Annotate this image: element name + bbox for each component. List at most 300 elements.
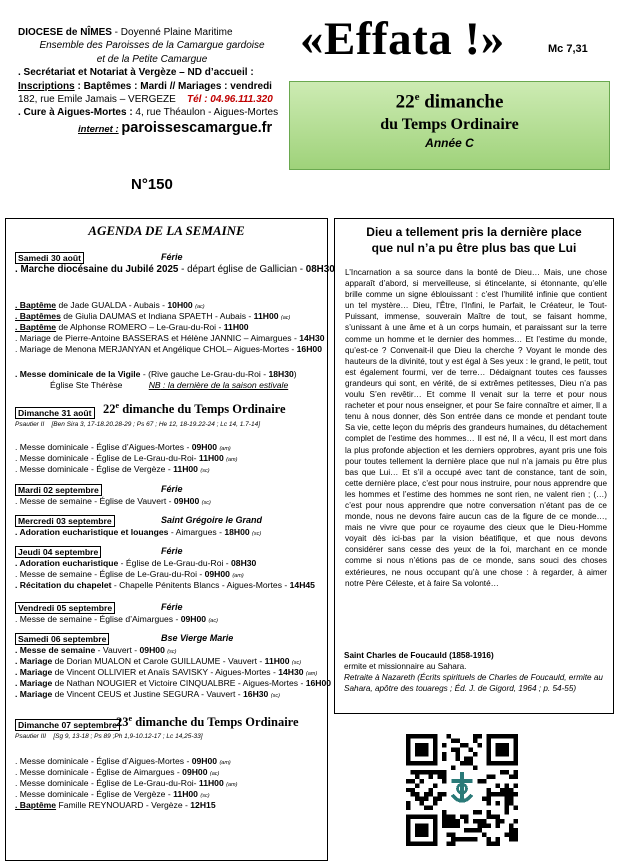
qr-module [419, 801, 423, 805]
entry-detail: . Messe dominicale - Église de Vergèze - [15, 789, 174, 799]
qr-module [496, 792, 500, 796]
qr-module [437, 774, 441, 778]
meditation-box [334, 218, 614, 714]
qr-module [514, 783, 518, 787]
qr-module [478, 743, 482, 747]
qr-module [415, 797, 419, 801]
entry-detail: . Messe de semaine - Église de Vauvert - [15, 496, 174, 506]
qr-module [460, 815, 464, 819]
sector-tag: (sc) [200, 793, 210, 799]
qr-module [505, 792, 509, 796]
feast-name: dimanche du Temps Ordinaire [119, 402, 286, 417]
qr-module [455, 837, 459, 841]
qr-module [410, 770, 414, 774]
day-date: Vendredi 05 septembre [15, 602, 115, 614]
qr-module [491, 792, 495, 796]
qr-module [410, 779, 414, 783]
qr-module [446, 819, 450, 823]
entry-detail: - Aimargues - [168, 527, 225, 537]
sector-tag: (sc) [200, 468, 210, 474]
qr-module [487, 797, 491, 801]
qr-module [478, 828, 482, 832]
entry-title: . Messe de semaine [15, 645, 96, 655]
parishes-line-2: et de la Petite Camargue [96, 53, 208, 65]
meditation-text: L’Incarnation a sa source dans la bonté de Dieu… Mais, une chose apparaît d’abord, si merveilleuse, si étincelante, si étonnante, qu’elle brille comme un signe éblouissant : c’est l’humilité infinie que contient un tel mystère… Dieu, l’Être, l’Infini, le Parfait, le Créateur, le Tout-Puissant, immense, souverain Maître de tout, se faisant homme, s’unissant à une âme et à un corps humain, et paraissant sur la terre comme un homme et le dernier des hommes… Et l’estime du monde, qu’est-ce ? Convenait-il que Dieu la cherche ? Voyant le monde des hauteurs de la divinité, tout y est égal à Ses yeux : le grand, le petit, tout est également fourmi, ver de terre… Dédaignant toutes ces fausses grandeurs qui sont, en vérité, de si extrêmes petitesses, Dieu n’a pas voulu S’en revêtir… Et comme Il venait sur la terre et pour nous racheter et pour nous enseigner, et pour Se faire connaître et aimer, Il a tenu à nous donner, dès Son entrée dans ce monde et pendant toute Sa vie, cette leçon du mépris des grandeurs humaines, du détachement complet de l’estime des hommes… Il est né, Il a vécu, Il est mort dans la plus profonde abjection et les derniers opprobres, ayant pris une fois pour toutes tellement la dernière place que nul n’a jamais pu être plus bas que Lui… Et s’il a occupé avec tant de constance, tant de soin, cette dernière place, c’est pour nous instruire, pour nous apprendre que les hommes et l’estime des hommes ne sont rien, ne valent rien ; (…) c’est pour nous apprendre que notre conversation n’étant pas de ce monde, nous ne devons faire aucun cas de la figure de ce monde…, mais ne vivre que pour ce royaume des cieux que le Dieu-Homme voyait dès ici-bas par la vision béatifique, et que nous devons considérer sans cesse des yeux de la foi, marchant en ce monde comme si nous n’étions pas de ce monde, sans souci des choses extérieures, ne nous occupant qu’à une chose : à regarder, à aimer notre Père Céleste, et à faire Sa volonté… [345, 268, 607, 588]
entry-detail: de Vincent CEUS et Justine SEGURA - Vauvert - [52, 689, 244, 699]
entry-time: 14H30 [299, 333, 325, 343]
qr-module [406, 801, 410, 805]
qr-module [478, 779, 482, 783]
qr-module [473, 810, 477, 814]
qr-module [464, 756, 468, 760]
qr-module [505, 833, 509, 837]
cure-label: . Cure à Aigues-Mortes : [18, 107, 133, 119]
qr-module [491, 815, 495, 819]
qr-module [496, 842, 500, 846]
sector-tag: (am) [305, 671, 318, 677]
entry-title: . Adoration eucharistique et louanges [15, 527, 169, 537]
psalter: Psautier II [15, 421, 45, 428]
qr-module [442, 770, 446, 774]
qr-module [442, 774, 446, 778]
entry-time: 11H00 [173, 464, 198, 474]
entry-detail: . Messe dominicale - Église de Le-Grau-du-Roi- [15, 453, 199, 463]
qr-module [500, 770, 504, 774]
sunday-season: du Temps Ordinaire [380, 116, 519, 134]
qr-module [446, 842, 450, 846]
entry-detail: . Mariage de Menona MERJANYAN et Angélique CHOL– Aigues-Mortes - [15, 344, 297, 354]
entry-title: . Baptême [15, 322, 57, 332]
entry-time: 08H30 [305, 264, 335, 275]
agenda-entry [15, 344, 322, 355]
qr-module [487, 837, 491, 841]
entry-time: 08H30 [231, 558, 257, 568]
entry-detail: de Alphonse ROMERO – Le-Grau-du-Roi - [56, 322, 224, 332]
qr-module [428, 774, 432, 778]
entry-title: . Baptêmes [15, 311, 61, 321]
sector-tag: (ac) [209, 771, 220, 777]
entry-title: . Mariage [15, 667, 53, 677]
meditation-title-line-2: que nul n’a pu être plus bas que Lui [371, 241, 577, 255]
qr-module [451, 833, 455, 837]
qr-module [464, 743, 468, 747]
qr-module [451, 747, 455, 751]
qr-module [442, 779, 446, 783]
entry-detail: - (Rive gauche Le-Grau-du-Roi - [140, 369, 269, 379]
website-link[interactable]: paroissescamargue.fr [121, 119, 273, 136]
sector-tag: (sc) [291, 660, 302, 666]
day-feast [116, 714, 299, 730]
qr-module [446, 734, 450, 738]
qr-code-icon[interactable] [406, 734, 518, 846]
qr-module [433, 801, 437, 805]
sector-tag: (am) [219, 446, 231, 452]
agenda-entry [15, 496, 211, 509]
qr-module [464, 837, 468, 841]
qr-module [451, 765, 455, 769]
inscriptions-label: Inscriptions [18, 80, 75, 92]
sector-tag: (ac) [208, 618, 218, 624]
diocese: DIOCESE de NÎMES [18, 27, 112, 38]
readings-refs: [Sg 9, 13-18 ; Ps 89 ;Ph 1,9-10.12-17 ; Lc 14,25-33] [53, 733, 203, 740]
entry-time: 18H30 [268, 369, 294, 379]
qr-module [464, 819, 468, 823]
deanery: - Doyenné Plaine Maritime [111, 27, 233, 38]
sunday-sup: e [414, 91, 420, 103]
entry-time: 18H00 [224, 527, 250, 537]
qr-module [473, 837, 477, 841]
entry-time: 09H00 [191, 756, 218, 766]
finder-bottom-left [406, 815, 437, 846]
qr-module [415, 770, 419, 774]
qr-module [514, 819, 518, 823]
qr-module [437, 770, 441, 774]
qr-module [464, 761, 468, 765]
parishes-line-1: Ensemble des Paroisses de la Camargue gardoise [39, 40, 265, 52]
entry-detail: - départ église de Gallician - [178, 264, 306, 275]
entry-detail: . Messe dominicale - Église de Aimargues - [15, 767, 183, 777]
qr-module [514, 770, 518, 774]
agenda-entry [15, 800, 216, 811]
entry-time: 09H00 [204, 569, 230, 579]
agenda-entry [15, 464, 210, 477]
qr-module [473, 765, 477, 769]
readings [15, 733, 203, 740]
qr-module [460, 837, 464, 841]
entry-detail: Famille REYNOUARD - Vergèze - [56, 800, 191, 810]
author-description: ermite et missionnaire au Sahara. [344, 662, 467, 671]
qr-module [509, 801, 513, 805]
day-feast: Férie [161, 602, 183, 612]
qr-module [428, 806, 432, 810]
entry-title: . Mariage [15, 678, 53, 688]
day-date: Samedi 06 septembre [15, 633, 109, 645]
finder-top-left [406, 734, 437, 765]
qr-module [487, 810, 491, 814]
entry-detail: de Jade GUALDA - Aubais - [56, 300, 168, 310]
qr-module [424, 806, 428, 810]
entry-time: 16H00 [305, 678, 332, 688]
entry-time: 14H30 [278, 667, 304, 677]
qr-module [424, 797, 428, 801]
sector-tag: (sc) [201, 500, 211, 506]
qr-module [415, 774, 419, 778]
qr-module [514, 806, 518, 810]
entry-place: Église Ste Thérèse [50, 380, 123, 390]
qr-module [482, 779, 486, 783]
qr-module [469, 761, 473, 765]
qr-module [410, 792, 414, 796]
qr-module [496, 819, 500, 823]
entry-detail: de Dorian MUALON et Carole GUILLAUME - Vauvert - [52, 656, 265, 666]
note-text: : la dernière de la saison estivale [160, 380, 289, 390]
entry-time: 11H00 [264, 656, 290, 666]
day-feast [103, 401, 286, 417]
entry-title: . Mariage [15, 689, 53, 699]
qr-module [509, 797, 513, 801]
newsletter-title: «Effata !» [300, 13, 505, 65]
telephone: Tél : 04.96.111.320 [186, 94, 273, 106]
qr-module [478, 810, 482, 814]
sunday-banner [289, 81, 610, 170]
agenda-entry: . Messe dominicale de la Vigile - (Rive gauche Le-Grau-du-Roi - 18H30) [15, 369, 297, 379]
qr-module [433, 770, 437, 774]
qr-module [487, 788, 491, 792]
qr-module [500, 819, 504, 823]
qr-module [473, 752, 477, 756]
internet-line [18, 119, 286, 136]
qr-module [500, 788, 504, 792]
entry-detail: . Messe dominicale - Église de Le-Grau-du-Roi- [15, 778, 199, 788]
qr-module [415, 783, 419, 787]
qr-module [464, 815, 468, 819]
qr-module [410, 788, 414, 792]
entry-title: . Messe dominicale de la Vigile [15, 369, 141, 379]
qr-module [505, 797, 509, 801]
qr-module [509, 837, 513, 841]
qr-module [496, 837, 500, 841]
entry-title: . Baptême [15, 800, 57, 810]
qr-module [473, 738, 477, 742]
sector-tag: (sc) [252, 531, 262, 537]
sunday-number-line [290, 91, 609, 113]
day-date: Mercredi 03 septembre [15, 515, 115, 527]
qr-module [455, 819, 459, 823]
qr-module [419, 779, 423, 783]
day-date: Mardi 02 septembre [15, 484, 102, 496]
qr-module [451, 842, 455, 846]
qr-module [473, 734, 477, 738]
diocese-line [18, 26, 286, 39]
meditation-credit [344, 650, 606, 694]
qr-module [451, 837, 455, 841]
agenda-title: AGENDA DE LA SEMAINE [88, 223, 245, 238]
qr-module [505, 806, 509, 810]
qr-module [442, 792, 446, 796]
qr-module [442, 756, 446, 760]
agenda-entry [15, 678, 331, 689]
address: 182, rue Emile Jamais – VERGEZE [18, 94, 176, 106]
qr-module [496, 815, 500, 819]
qr-module [514, 833, 518, 837]
author-name: Saint Charles de Foucauld (1858-1916) [344, 651, 494, 660]
qr-module [442, 810, 446, 814]
qr-module [433, 783, 437, 787]
sunday-word: dimanche [419, 91, 504, 113]
qr-module [406, 779, 410, 783]
qr-module [487, 774, 491, 778]
qr-module [509, 828, 513, 832]
qr-module [482, 797, 486, 801]
day-feast: Bse Vierge Marie [161, 633, 234, 643]
entry-title: . Récitation du chapelet [15, 580, 112, 590]
qr-module [424, 792, 428, 796]
qr-module [446, 833, 450, 837]
qr-module [514, 828, 518, 832]
qr-module [505, 801, 509, 805]
qr-module [442, 743, 446, 747]
qr-module [514, 837, 518, 841]
qr-module [478, 819, 482, 823]
qr-module [442, 824, 446, 828]
agenda-entry [15, 614, 218, 627]
qr-module [487, 842, 491, 846]
entry-detail: - Église de Le-Grau-du-Roi - [118, 558, 232, 568]
day-feast: Férie [161, 484, 183, 494]
agenda-entry [50, 380, 288, 391]
sector-tag: (ac) [195, 304, 205, 310]
entry-detail: . Mariage de Pierre-Antoine BASSERAS et Hélène JANNIC – Aimargues - [15, 333, 300, 343]
qr-module [437, 797, 441, 801]
cure-line [18, 106, 286, 119]
sunday-number: 22 [395, 91, 415, 113]
qr-module [451, 815, 455, 819]
agenda-entry [15, 333, 325, 344]
qr-module [415, 792, 419, 796]
secretariat: . Secrétariat et Notariat à Vergèze – ND d’accueil : [18, 67, 254, 79]
qr-module [446, 824, 450, 828]
day-feast: Férie [161, 546, 183, 556]
feast-sup: e [128, 714, 133, 723]
sector-tag: (am) [226, 457, 238, 463]
entry-detail: . Messe de semaine - Église d’Aimargues - [15, 614, 181, 624]
qr-module [509, 792, 513, 796]
entry-title: . Baptême [15, 300, 57, 310]
entry-time: 14H45 [289, 580, 315, 590]
qr-module [487, 801, 491, 805]
entry-detail: - Vauvert - [95, 645, 140, 655]
qr-module [460, 743, 464, 747]
qr-module [500, 792, 504, 796]
qr-module [509, 774, 513, 778]
sector-tag: (sc) [270, 693, 280, 699]
entry-time: 09H00 [139, 645, 165, 655]
qr-module [505, 783, 509, 787]
qr-module [509, 833, 513, 837]
qr-module [464, 828, 468, 832]
day-feast: Férie [161, 252, 183, 262]
qr-module [473, 828, 477, 832]
qr-module [505, 810, 509, 814]
entry-time: 10H00 [167, 300, 193, 310]
entry-detail: . Messe dominicale - Église de Vergèze - [15, 464, 174, 474]
qr-module [442, 815, 446, 819]
feast-number: 22 [103, 402, 116, 417]
cure-address: 4, rue Théaulon - Aigues-Mortes [132, 107, 279, 119]
qr-module [406, 788, 410, 792]
qr-module [455, 756, 459, 760]
entry-time: 16H30 [243, 689, 269, 699]
entry-title: . Adoration eucharistique [15, 558, 119, 568]
internet-label: internet : [78, 123, 119, 135]
qr-module [451, 824, 455, 828]
qr-module [437, 792, 441, 796]
qr-module [491, 774, 495, 778]
qr-module [505, 770, 509, 774]
sector-tag: (am) [219, 760, 231, 766]
entry-detail: de Vincent OLLIVIER et Anaïs SAVISKY - Aigues-Mortes - [52, 667, 279, 677]
qr-module [491, 842, 495, 846]
qr-module [487, 792, 491, 796]
sector-tag: (am) [232, 573, 244, 579]
agenda-entry [15, 689, 280, 702]
agenda-entry [15, 527, 261, 540]
entry-time: 09H00 [173, 496, 200, 506]
qr-module [487, 815, 491, 819]
agenda-entry [15, 322, 249, 333]
qr-module [442, 819, 446, 823]
qr-module [455, 738, 459, 742]
entry-detail: . Messe dominicale - Église d’Aigues-Mortes - [15, 756, 192, 766]
qr-module [446, 815, 450, 819]
entry-time: 11H00 [198, 453, 224, 463]
sector-tag: (sc) [167, 649, 177, 655]
agenda-box [5, 218, 335, 861]
entry-title: . Marche diocésaine du Jubilé 2025 [15, 264, 179, 275]
sector-tag: (am) [226, 782, 238, 788]
entry-detail: . Messe de semaine - Église de Le-Grau-du-Roi - [15, 569, 205, 579]
issue-number: N°150 [131, 176, 173, 193]
entry-time: 12H15 [190, 800, 216, 810]
entry-time: 11H00 [253, 311, 279, 321]
inscriptions-text: : Baptêmes : Mardi // Mariages : vendredi [74, 80, 272, 92]
qr-module [451, 738, 455, 742]
entry-time: 11H00 [223, 322, 249, 332]
agenda-entry [15, 580, 315, 591]
qr-module [424, 770, 428, 774]
qr-module [428, 788, 432, 792]
qr-module [487, 824, 491, 828]
parish-header [18, 26, 286, 136]
feast-name: dimanche du Temps Ordinaire [132, 715, 299, 730]
qr-module [496, 783, 500, 787]
camargue-cross-icon [446, 770, 477, 810]
qr-module [509, 788, 513, 792]
day-date: Dimanche 07 septembre [15, 719, 120, 731]
qr-module [455, 747, 459, 751]
readings [15, 421, 260, 428]
address-line [18, 93, 286, 106]
psalter: Psautier III [15, 733, 47, 740]
qr-module [433, 797, 437, 801]
qr-module [460, 761, 464, 765]
day-date: Dimanche 31 août [15, 407, 95, 419]
qr-module [482, 833, 486, 837]
meditation-title [335, 224, 613, 256]
qr-module [478, 734, 482, 738]
qr-module [469, 756, 473, 760]
day-date: Samedi 30 août [15, 252, 84, 264]
agenda-entry [15, 264, 335, 275]
agenda-entry [15, 558, 256, 569]
entry-detail: - Chapelle Pénitents Blancs - Aigues-Mortes - [111, 580, 290, 590]
entry-title: . Mariage [15, 656, 53, 666]
qr-module [419, 797, 423, 801]
readings-refs: [Ben Sira 3, 17-18.20.28-29 ; Ps 67 ; He 12, 18-19.22-24 ; Lc 14, 1.7-14] [51, 421, 260, 428]
note-label: NB [148, 380, 161, 390]
sector-tag: (ac) [280, 315, 291, 321]
qr-module [496, 824, 500, 828]
entry-time: 09H00 [191, 442, 218, 452]
qr-module [505, 788, 509, 792]
qr-module [509, 824, 513, 828]
qr-module [482, 824, 486, 828]
qr-module [482, 819, 486, 823]
entry-time: 11H00 [173, 789, 198, 799]
liturgical-year: Année C [425, 136, 474, 151]
text-source: Retraite à Nazareth (Écrits spirituels de Charles de Foucauld, ermite au Sahara, apôtre des touaregs ; Éd. J. de Gigord, 1964 ; p. 54-55) [344, 673, 603, 693]
qr-module [455, 824, 459, 828]
